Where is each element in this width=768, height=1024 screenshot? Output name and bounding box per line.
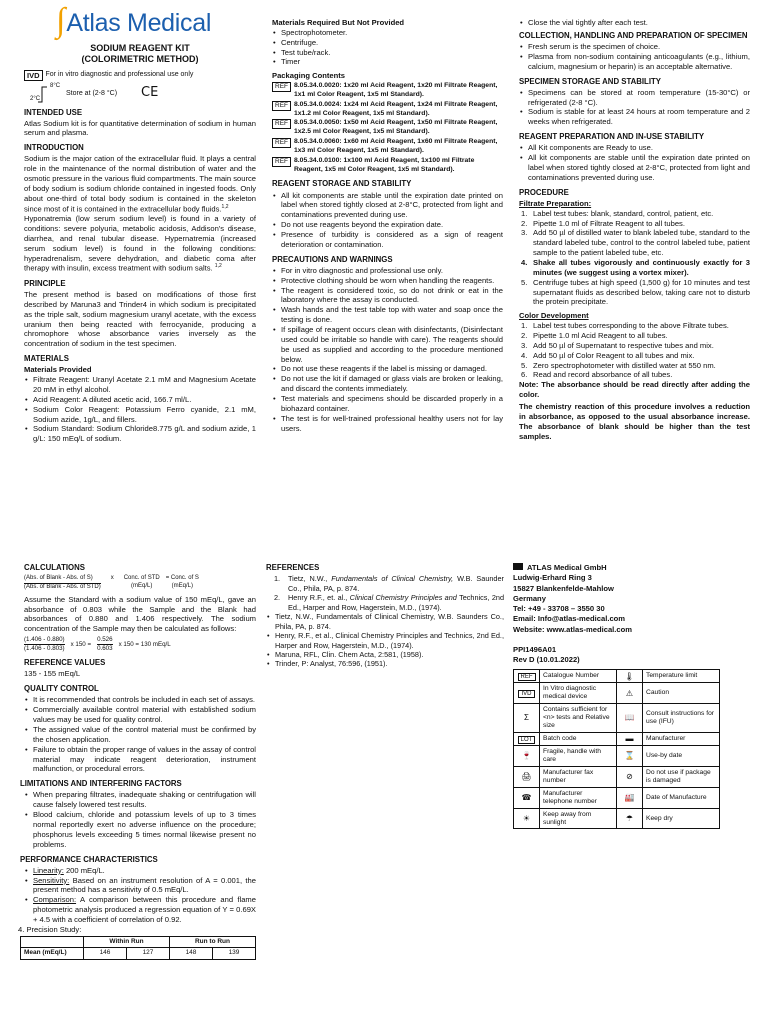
reference-values-heading: REFERENCE VALUES [24,658,106,668]
ref-post: Technics, 2nd Ed., Harper and Row, Hagerstein, M.D., (1974). [288,593,504,612]
packaging-item [272,119,503,137]
manufacturer-contact [513,563,753,665]
color-steps [519,321,750,380]
limitations-heading: LIMITATIONS AND INTERFERING FACTORS [20,779,182,789]
packaging-heading: Packaging Contents [272,71,345,81]
references-heading: REFERENCES [266,563,320,572]
atlas-medical-logo [56,2,256,39]
ref-symbol: REF [272,157,291,167]
packaging-text: 8.05.34.0.0060: 1x60 ml Acid Reagent, 1x60 ml Filtrate Reagent, 1x3 ml Color Reagent, 1x5 ml Standard). [294,138,498,154]
manufacturer-city: 15827 Blankenfelde-Mahlow [513,583,614,593]
sensitivity-value: Based on an instrument resolution of A = 0.001, the present method has a sensitivity of 0.5 mEq/L. [33,875,256,895]
list-item: • Trinder, P: Analyst, 76:596, (1951). [266,659,504,668]
quality-control-heading: QUALITY CONTROL [24,684,99,694]
chemistry-note: The chemistry reaction of this procedure involves a reduction in absorbance, as opposed to the usual absorbance increase. The absorbance of blank should be higher than the test samples. [519,402,750,441]
ref-number: 2. [274,593,281,603]
symbol-glyph: 🏭 [624,792,635,802]
list-item: 2. Pipette 1.0 ml of Filtrate Reagent to all tubes. [521,218,685,228]
materials-provided-heading: Materials Provided [24,365,92,375]
list-item: • Acid Reagent: A diluted acetic acid, 166.7 ml/L. [24,395,256,405]
column-3-bottom [513,563,753,829]
packaging-text: 8.05.34.0.0020: 1x20 ml Acid Reagent, 1x20 ml Filtrate Reagent, 1x1 ml Color Reagent, 1x5 ml Standard). [294,82,498,98]
materials-required-heading: Materials Required But Not Provided [272,18,405,27]
symbol-glyph: IVD [518,690,534,698]
list-item: • The assigned value of the control material must be confirmed by the chosen application. [24,725,256,745]
list-item: • All kit components are stable until the expiration date printed on label when stored tightly closed at 2-8°C, protected from light and contaminations prevented during use. [519,153,750,183]
ref-symbol: REF [272,138,291,148]
manufacturer-icon [513,563,523,570]
step-text: Zero spectrophotometer with distilled water at 550 nm. [533,360,716,370]
precautions-list [272,266,503,434]
manufacturer-website: Website: www.atlas-medical.com [513,624,633,634]
list-item: • When preparing filtrates, inadequate shaking or centrifugation will cause falsely lowered test results. [24,790,256,810]
step-text: Shake all tubes vigorously and continuously exactly for 3 minutes (we suggest using a vortex mixer). [533,257,750,277]
intro-p2-text: Hyponatremia (low serum sodium level) is found in a variety of conditions: severe polyuria, metabolic acidosis, Addison's disease, diarrhea, and renal tubular disease. Hypernatremia (increased serum sodium level) is found in the following conditions: hyperadrenalism, severe dehydration, and diabetic coma after therapy with insulin, excess treatment with sodium salts. [24,214,256,273]
step-text: Pipette 1.0 ml Acid Reagent to all tubes. [533,330,668,340]
list-item [272,593,504,612]
calculation-formula [24,575,256,592]
temperature-limit-icon [30,83,64,105]
intended-use-heading: INTENDED USE [24,107,83,117]
comparison-label: Comparison: [33,895,77,905]
reagent-storage-heading: REAGENT STORAGE AND STABILITY [272,179,412,189]
references-list [266,612,504,669]
calc-result: x 150 = 130 mEq/L [118,640,171,648]
procedure-heading: PROCEDURE [519,187,569,197]
list-item: 5. Centrifuge tubes at high speed (1,500 g) for 10 minutes and test supernatant fluids as described below, taking care not to disturb the protein precipitate. [521,277,750,307]
manufacturer-name: ATLAS Medical GmbH [527,563,607,572]
list-item: 4. Add 50 µl of Color Reagent to all tubes and mix. [521,350,695,360]
step-text: Label test tubes: blank, standard, control, patient, etc. [533,208,714,218]
precision-table [20,936,256,960]
table-row [514,683,720,704]
list-item: • Do not use the kit if damaged or glass vials are broken or leaking, and discard the contents immediately. [272,374,503,394]
symbol-icon [617,732,643,745]
list-item: • Tietz, N.W., Fundamentals of Clinical Chemistry, W.B. Saunders Co., Phila, PA, p. 874. [266,612,504,631]
storage-row [24,83,256,105]
column-1 [24,2,256,444]
performance-heading: PERFORMANCE CHARACTERISTICS [20,854,158,864]
intro-p2-ref: 1,2 [214,263,222,270]
ref-pre: Henry R.F., et. al., [288,593,350,603]
calc-mid: x 150 = [70,640,92,648]
symbol-icon [617,766,643,787]
list-item: 3. Add 50 µl of distilled water to blank labeled tube, standard to the standard labeled tube, control to the control labeled tube, patient sample to the patient labeled tube, etc. [521,228,750,258]
symbol-glyph: Σ [524,713,529,723]
list-item: • The test is for well-trained professional healthy users not for lay users. [272,414,503,434]
calc-fraction-2 [97,636,112,653]
symbol-icon [514,670,540,683]
column-3 [519,18,750,441]
symbol-glyph: ⊘ [626,772,633,782]
packaging-item [272,82,503,100]
specimen-storage-list [519,88,750,127]
principle-text: The present method is based on modifications of those first described by Maruna3 and Trinder4 in which sodium is precipitated as the triple salt, sodium magnesium uranyl acetate, with the excess uranium then being reacted with ferrocyanide, producing a chromophore whose absorbance varies inversely as the concentration of sodium in the test specimen. [24,289,256,349]
formula-conc-std [124,575,160,591]
symbol-glyph: 🖨 [521,772,532,782]
ref-symbol: REF [272,82,291,92]
symbol-icon [617,704,643,733]
symbol-glyph: LOT [518,736,536,744]
symbol-description: Keep away from sunlight [540,808,617,829]
materials-heading: MATERIALS [24,354,69,364]
calc-fraction-1 [24,636,65,653]
filtrate-steps [519,209,750,308]
absorbance-note: Note: The absorbance should be read directly after adding the color. [519,380,750,400]
symbol-icon [617,787,643,808]
list-item: • Fresh serum is the specimen of choice. [519,42,750,52]
list-item: • Do not use reagents beyond the expiration date. [272,220,503,230]
precautions-heading: PRECAUTIONS AND WARNINGS [272,254,393,264]
step-text: Add 50 µl of Supernatant to respective tubes and mix. [533,340,714,350]
table-row [514,704,720,733]
symbol-glyph: ☎ [521,792,532,802]
table-row [514,808,720,829]
calculation-example [24,636,256,653]
materials-list [24,375,256,444]
specimen-collection-heading: COLLECTION, HANDLING AND PREPARATION OF SPECIMEN [519,30,748,40]
close-vial-list [519,18,750,28]
list-item: 6. Read and record absorbance of all tubes. [521,370,673,380]
reagent-prep-list [519,143,750,182]
column-2 [272,18,503,433]
calculations-heading: CALCULATIONS [24,563,85,572]
manufacturer-name-row [513,563,753,573]
table-cell: 127 [127,948,170,959]
table-cell: 146 [84,948,127,959]
formula-x: x [110,575,114,582]
conc-std-label: Conc. of STD [123,575,160,582]
list-item: • Henry, R.F., et al., Clinical Chemistry Principles and Technics, 2nd Ed., Harper and Row, Hagerstein, M.D., (1974). [266,631,504,650]
table-cell [21,936,84,947]
formula-denominator: (Abs. of Blank - Abs. of STD) [24,583,101,590]
sensitivity-label: Sensitivity: [33,875,70,885]
ref-symbol: REF [272,101,291,111]
packaging-text: 8.05.34.0.0024: 1x24 ml Acid Reagent, 1x24 ml Filtrate Reagent, 1x1.2 ml Color Reagent, 1x5 ml Standard). [294,100,498,117]
symbol-icon [514,746,540,767]
table-row [514,746,720,767]
table-row [21,936,256,947]
quality-control-list [24,695,256,774]
symbol-description: Catalogue Number [540,670,617,683]
list-item: • Specimens can be stored at room temperature (15-30°C) or refrigerated (2-8 °C). [519,88,750,108]
list-item: • All kit components are stable until the expiration date printed on label when stored tightly closed at 2-8°C, protected from light and contaminations prevented during use. [272,191,503,221]
list-item: 3. Add 50 µl of Supernatant to respective tubes and mix. [521,340,714,350]
color-dev-heading: Color Development [519,311,589,321]
specimen-storage-heading: SPECIMEN STORAGE AND STABILITY [519,76,661,86]
packaging-item [272,101,503,119]
ref-pre: Tietz, N.W., [288,574,332,584]
list-item: 5. Zero spectrophotometer with distilled water at 550 nm. [521,360,716,370]
table-cell: 148 [170,948,213,959]
step-text: Read and record absorbance of all tubes. [533,370,673,380]
list-item: • Timer [272,57,503,67]
symbol-description: Manufacturer [643,732,720,745]
calc-numerator-2: 0.526 [97,636,112,645]
list-item: • Commercially available control material with established sodium values may be used for quality control. [24,705,256,725]
list-item: • Test tube/rack. [272,48,503,58]
list-item: • Close the vial tightly after each test. [519,18,750,28]
ref-symbol: REF [272,119,291,129]
table-header: Within Run [84,936,170,947]
list-item: • The reagent is considered toxic, so do not drink or eat in the laboratory where the assay is conducted. [272,286,503,306]
linearity-label: Linearity: [33,865,64,875]
table-row [21,948,256,959]
symbol-icon [617,746,643,767]
table-row [514,732,720,745]
list-item: 2. Pipette 1.0 ml Acid Reagent to all tubes. [521,330,668,340]
list-item [24,895,256,925]
list-item: • Spectrophotometer. [272,28,503,38]
list-item: • Plasma from non-sodium containing anticoagulants (e.g., lithium, calcium, magnesium or heparin) is an acceptable alternative. [519,52,750,72]
list-item: • Filtrate Reagent: Uranyl Acetate 2.1 mM and Magnesium Acetate 20 mM in ethyl alcohol. [24,375,256,395]
symbol-description: Temperature limit [643,670,720,683]
symbols-table [513,669,720,829]
list-item: • It is recommended that controls be included in each set of assays. [24,695,256,705]
symbol-icon [514,808,540,829]
manufacturer-country: Germany [513,593,546,603]
ivd-text: For in vitro diagnostic and professional use only [45,71,194,79]
list-item: • Failure to obtain the proper range of values in the assay of control material may indicate reagent deterioration, instrument malfunction, or procedural errors. [24,745,256,775]
intro-p1-text: Sodium is the major cation of the extracellular fluid. It plays a central role in the maintenance of the normal distribution of water and the osmotic pressure in the various fluid compartments. The main source of body sodium is sodium chloride contained in ingested foods. Only about one-third of total body sodium is contained in the skeleton since most of it is contained in the extracellular body fluids. [24,154,256,214]
reference-values-text: 135 - 155 mEq/L [24,669,81,679]
conc-s-unit: (mEq/L) [171,582,193,589]
list-item: 1. Label test tubes: blank, standard, control, patient, etc. [521,208,714,218]
kit-title [24,43,256,66]
formula-conc-s [166,575,199,591]
ref-number: 1. [274,574,281,584]
list-item: • All Kit components are Ready to use. [519,143,750,153]
reagent-storage-list [272,191,503,250]
list-item: • For in vitro diagnostic and professional use only. [272,266,503,276]
symbol-description: Manufacturer telephone number [540,787,617,808]
table-header: Run to Run [170,936,256,947]
step-text: Label test tubes corresponding to the above Filtrate tubes. [533,321,729,331]
symbol-icon [617,683,643,704]
list-item: • Protective clothing should be worn when handling the reagents. [272,276,503,286]
symbol-icon [514,766,540,787]
list-item: • Sodium is stable for at least 24 hours at room temperature and 2 weeks when refrigerated. [519,107,750,127]
symbol-icon [514,683,540,704]
conc-s-label: = Conc. of S [165,575,199,582]
limitations-list [24,790,256,849]
specimen-collection-list [519,42,750,72]
filtrate-prep-heading: Filtrate Preparation: [519,198,592,208]
store-text: Store at (2-8 °C) [66,89,118,97]
materials-required-list [272,28,503,67]
table-row [514,766,720,787]
principle-heading: PRINCIPLE [24,278,66,288]
calculations-text: Assume the Standard with a sodium value of 150 mEq/L, gave an absorbance of 0.803 while the Sample and the Blank had absorbances of 0.880 and 1.406 respectively. The sodium concentration of the Sample may then be calculated as follows: [24,594,256,634]
symbol-description: Keep dry [643,808,720,829]
symbol-description: Date of Manufacture [643,787,720,808]
comparison-value: A comparison between this procedure and flame photometric analysis produced a regression equation of Y = 0.69X + 4.5 with a coefficient of correlation of 0.92. [33,895,256,924]
symbol-icon [514,732,540,745]
list-item [24,866,256,876]
symbol-icon [514,787,540,808]
symbol-description: Contains sufficient for <n> tests and Relative size [540,704,617,733]
logo-swoosh-icon: ∫ [56,2,66,39]
symbol-description: Use-by date [643,746,720,767]
kit-title-line2: (COLORIMETRIC METHOD) [81,54,199,65]
symbol-icon [617,808,643,829]
performance-list [24,866,256,925]
step-text: Centrifuge tubes at high speed (1,500 g) for 10 minutes and test supernatant fluids as described below, taking care not to disturb the protein precipitate. [533,277,750,307]
introduction-p1 [24,154,256,214]
packaging-text: 8.05.34.0.0100: 1x100 ml Acid Reagent, 1x100 ml Filtrate Reagent, 1x5 ml Color Reagent, 1x5 ml Standard). [294,156,475,173]
ce-mark-icon: CE [141,85,159,101]
table-row-label: Mean (mEq/L) [21,948,84,959]
symbol-glyph: ▬ [625,734,634,744]
packaging-item [272,138,503,156]
linearity-value: 200 mEq/L. [65,865,105,875]
symbol-description: Manufacturer fax number [540,766,617,787]
symbol-glyph: 🌡 [624,671,635,681]
symbol-glyph: 🍷 [521,751,532,761]
ref-italic: Clinical Chemistry Principles and [349,593,457,603]
precision-label: 4. Precision Study: [18,924,82,934]
document-code: PPI1496A01 [513,644,557,654]
list-item: • Wash hands and the test table top with water and soap once the testing is done. [272,305,503,325]
introduction-p2 [24,214,256,274]
packaging-text: 8.05.34.0.0050: 1x50 ml Acid Reagent, 1x50 ml Filtrate Reagent, 1x2.5 ml Color Reagent, 1x5 ml Standard). [294,119,498,136]
list-item: • Maruna, RFL, Clin. Chem Acta, 2:581, (1958). [266,650,504,659]
symbol-description: Consult instructions for use (IFU) [643,704,720,733]
symbol-icon [617,670,643,683]
symbol-description: Batch code [540,732,617,745]
list-item: 1. Label test tubes corresponding to the above Filtrate tubes. [521,321,729,331]
ivd-notice [24,70,256,81]
symbol-glyph: 📖 [624,713,635,723]
logo-text: Atlas Medical [66,8,212,37]
intro-p1-ref: 1,2 [221,203,229,210]
ivd-symbol: IVD [24,70,43,81]
formula-fraction [24,575,101,592]
list-item: • Centrifuge. [272,38,503,48]
formula-numerator: (Abs. of Blank - Abs. of S) [24,575,101,584]
list-item [272,574,504,593]
reagent-prep-heading: REAGENT PREPARATION AND IN-USE STABILITY [519,132,705,142]
temp-low: 2°C [30,95,41,102]
manufacturer-street: Ludwig-Erhard Ring 3 [513,573,592,583]
ref-post: W.B. Saunder Co., Phila, PA, p. 874. [288,574,504,593]
manufacturer-tel: Tel: +49 - 33708 – 3550 30 [513,604,605,613]
step-text: Pipette 1.0 ml of Filtrate Reagent to all tubes. [533,218,685,228]
list-item: • Blood calcium, chloride and potassium levels of up to 3 times normal reportedly exert no adverse influence on the procedure; phosphorus levels exceeding 5 times normal likewise present no problems. [24,810,256,849]
temp-high: 8°C [50,82,61,89]
step-text: Add 50 µl of Color Reagent to all tubes and mix. [533,350,695,360]
kit-title-line1: SODIUM REAGENT KIT [90,43,190,53]
symbol-description: In Vitro diagnostic medical device [540,683,617,704]
symbol-glyph: REF [518,673,536,681]
list-item: 4. Shake all tubes vigorously and continuously exactly for 3 minutes (we suggest using a vortex mixer). [521,257,750,277]
document-revision: Rev D (10.01.2022) [513,655,580,664]
symbol-glyph: ⌛ [624,751,635,761]
symbol-glyph: ☀ [522,813,531,823]
symbol-description: Do not use if package is damaged [643,766,720,787]
list-item: • Sodium Standard: Sodium Chloride8.775 g/L and sodium azide, 1 g/L: 150 mEq/L of sodium. [24,424,256,444]
list-item: • Test materials and specimens should be discarded properly in a biohazard container. [272,394,503,414]
calc-numerator: (1.406 - 0.880) [24,636,65,645]
symbol-glyph: ⚠ [625,688,634,698]
symbol-icon [514,704,540,733]
table-row [514,787,720,808]
calc-denominator: (1.406 - 0.803) [24,645,65,653]
packaging-item [272,157,503,175]
table-cell: 139 [213,948,256,959]
conc-std-unit: (mEq/L) [131,582,153,589]
symbol-description: Fragile, handle with care [540,746,617,767]
table-row [514,670,720,683]
symbol-description: Caution [643,683,720,704]
list-item: • If spillage of reagent occurs clean with disinfectants, (Disinfectant used could be irritable so handle with care). The reagents should be used as supplied and according to the procedure mentioned below. [272,325,503,364]
list-item [24,876,256,896]
step-text: Add 50 µl of distilled water to blank labeled tube, standard to the standard labeled tube, control to the control labeled tube, patient sample to the patient labeled tube, etc. [533,228,750,258]
manufacturer-email: Email: Info@atlas-medical.com [513,614,626,624]
column-2-bottom [266,563,504,669]
list-item: • Do not use these reagents if the label is missing or damaged. [272,364,503,374]
list-item: • Sodium Color Reagent: Potassium Ferro cyanide, 2.1 mM, Sodium azide, 1g/L, and fillers. [24,405,256,425]
column-1-bottom [18,563,256,960]
calc-denominator-2: 0.603 [97,645,113,653]
list-item: • Presence of turbidity is considered as a sign of reagent deterioration or contamination. [272,230,503,250]
ref-italic: Fundamentals of Clinical Chemistry, [331,574,454,584]
symbol-glyph: ☂ [625,813,634,823]
intended-use-text: Atlas Sodium kit is for quantitative determination of sodium in human serum and plasma. [24,118,256,138]
references-numbered [272,574,504,612]
introduction-heading: INTRODUCTION [24,143,84,153]
